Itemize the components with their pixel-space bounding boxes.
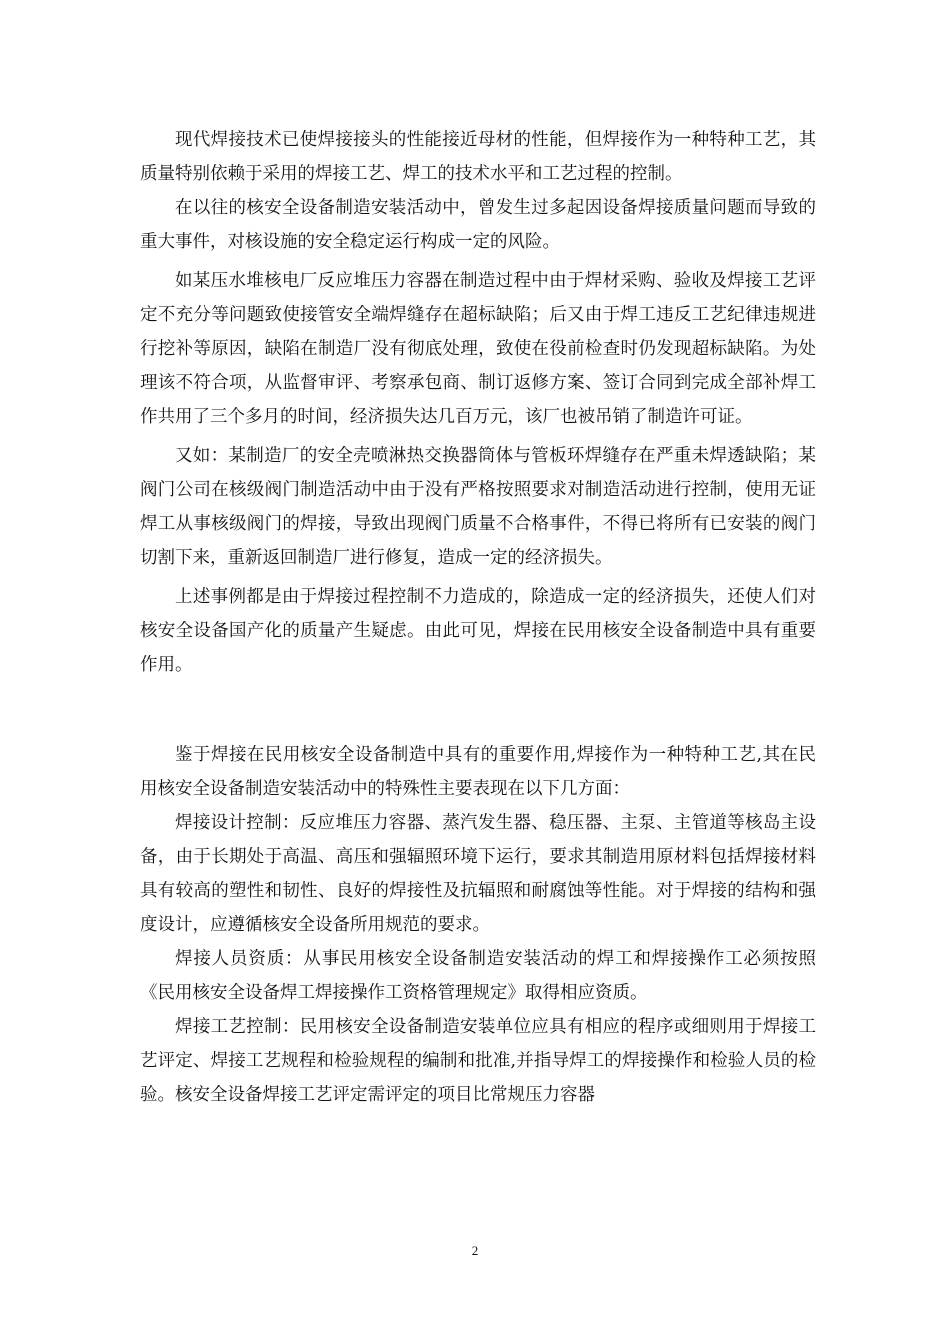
body-text (140, 123, 816, 1112)
paragraph-6: 鉴于焊接在民用核安全设备制造中具有的重要作用,焊接作为一种特种工艺,其在民用核安全设备制造安装活动中的特殊性主要表现在以下几方面： (140, 745, 816, 799)
paragraph-2: 在以往的核安全设备制造安装活动中，曾发生过多起因设备焊接质量问题而导致的重大事件，对核设施的安全稳定运行构成一定的风险。 (140, 198, 816, 252)
paragraph-5: 上述事例都是由于焊接过程控制不力造成的，除造成一定的经济损失，还使人们对核安全设备国产化的质量产生疑虑。由此可见，焊接在民用核安全设备制造中具有重要作用。 (140, 587, 816, 675)
paragraph-1: 现代焊接技术已使焊接接头的性能接近母材的性能，但焊接作为一种特种工艺，其质量特别依赖于采用的焊接工艺、焊工的技术水平和工艺过程的控制。 (140, 130, 816, 184)
paragraph-8: 焊接人员资质：从事民用核安全设备制造安装活动的焊工和焊接操作工必须按照《民用核安全设备焊工焊接操作工资格管理规定》取得相应资质。 (140, 949, 816, 1003)
paragraph-4: 又如：某制造厂的安全壳喷淋热交换器筒体与管板环焊缝存在严重未焊透缺陷；某阀门公司在核级阀门制造活动中由于没有严格按照要求对制造活动进行控制，使用无证焊工从事核级阀门的焊接，导致出现阀门质量不合格事件，不得已将所有已安装的阀门切割下来，重新返回制造厂进行修复，造成一定的经济损失。 (140, 446, 816, 568)
paragraph-3: 如某压水堆核电厂反应堆压力容器在制造过程中由于焊材采购、验收及焊接工艺评定不充分等问题致使接管安全端焊缝存在超标缺陷；后又由于焊工违反工艺纪律违规进行挖补等原因，缺陷在制造厂没有彻底处理，致使在役前检查时仍发现超标缺陷。为处理该不符合项，从监督审评、考察承包商、制订返修方案、签订合同到完成全部补焊工作共用了三个多月的时间，经济损失达几百万元，该厂也被吊销了制造许可证。 (140, 271, 816, 427)
paragraph-7: 焊接设计控制：反应堆压力容器、蒸汽发生器、稳压器、主泵、主管道等核岛主设备，由于长期处于高温、高压和强辐照环境下运行，要求其制造用原材料包括焊接材料具有较高的塑性和韧性、良好的焊接性及抗辐照和耐腐蚀等性能。对于焊接的结构和强度设计，应遵循核安全设备所用规范的要求。 (140, 813, 816, 935)
page-number: 2 (471, 1243, 479, 1258)
section-spacer (140, 682, 816, 738)
paragraph-9: 焊接工艺控制：民用核安全设备制造安装单位应具有相应的程序或细则用于焊接工艺评定、焊接工艺规程和检验规程的编制和批准,并指导焊工的焊接操作和检验人员的检验。核安全设备焊接工艺评定需评定的项目比常规压力容器 (140, 1017, 816, 1105)
